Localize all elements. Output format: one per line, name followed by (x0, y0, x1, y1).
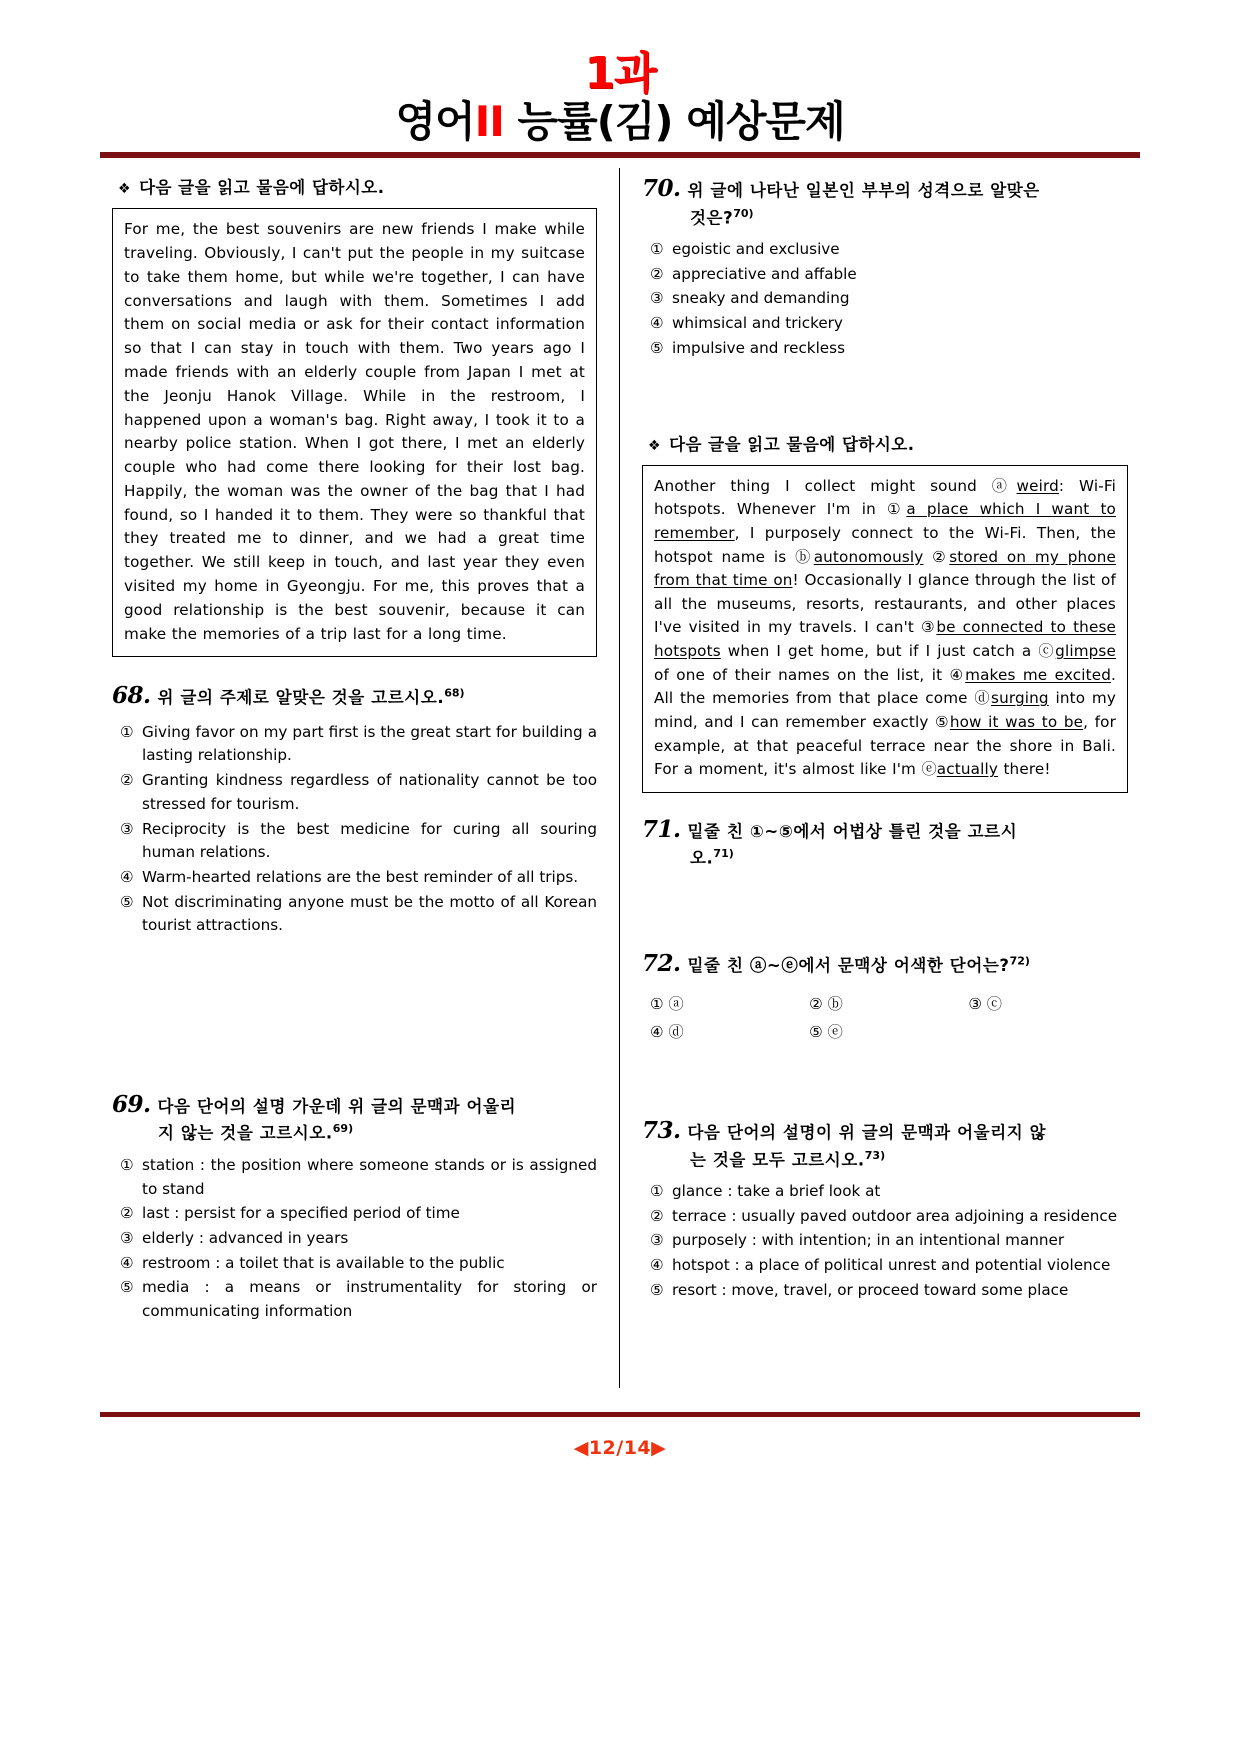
question-69-text-line2: 지 않는 것을 고르시오. (158, 1123, 333, 1143)
underlined-segment: a place which I want to remember (654, 500, 1116, 542)
choice-text: terrace : usually paved outdoor area adjoining a residence (672, 1206, 1118, 1225)
passage-segment (923, 548, 932, 566)
choice-text: egoistic and exclusive (672, 240, 840, 259)
choice-text: last : persist for a specified period of time (142, 1204, 460, 1223)
choice-marker: ③ (650, 289, 664, 308)
left-directive (118, 174, 597, 198)
choice-text: Warm-hearted relations are the best reminder of all trips. (142, 867, 579, 886)
choice-item[interactable]: ④ ⓓ (650, 1023, 684, 1042)
passage-segment: ⓐ (991, 476, 1017, 495)
underlined-segment: makes me excited (965, 665, 1112, 684)
passage-segment: ③ (921, 618, 937, 637)
choice-marker: ③ (120, 1228, 134, 1247)
right-column (620, 168, 1140, 1388)
passage-segment: ① (886, 500, 907, 519)
choice-marker: ⑤ (650, 1280, 664, 1299)
passage-segment: Another thing I collect might sound (654, 476, 992, 495)
question-68-choices (120, 721, 597, 938)
underlined-segment: weird (1016, 476, 1059, 495)
choice-marker: ③ (650, 1231, 664, 1250)
choice-item[interactable] (120, 721, 597, 768)
choice-text: station : the position where someone stands or is assigned to stand (142, 1155, 597, 1198)
diamond-icon: ❖ (118, 181, 132, 198)
passage-segment: into my mind, and I can remember exactly (654, 689, 1116, 731)
question-69-choices (120, 1154, 597, 1324)
underlined-segment: autonomously (813, 547, 924, 566)
question-73-heading (642, 1114, 1128, 1172)
page-title-roman: II (474, 97, 504, 146)
underlined-segment: surging (991, 689, 1049, 708)
question-69 (112, 1088, 597, 1324)
footer-divider (100, 1412, 1140, 1417)
choice-item[interactable] (120, 891, 597, 938)
choice-text: purposely : with intention; in an intentional manner (672, 1231, 1065, 1250)
content-columns (100, 158, 1140, 1388)
choice-text: Not discriminating anyone must be the motto of all Korean tourist attractions. (142, 892, 597, 935)
underlined-segment: how it was to be (949, 712, 1084, 731)
choice-item[interactable] (120, 866, 597, 890)
question-69-text-line1: 다음 단어의 설명 가운데 위 글의 문맥과 어울리 (157, 1097, 517, 1117)
question-69-heading (112, 1088, 597, 1146)
choice-item[interactable] (120, 1276, 597, 1323)
choice-item[interactable] (650, 1205, 1128, 1229)
passage-segment: ⑤ (935, 712, 950, 731)
page-title-pre: 영어 (395, 97, 475, 146)
choice-item[interactable] (120, 1154, 597, 1201)
question-71-text-line2: 오. (690, 848, 714, 868)
question-71-heading (642, 813, 1128, 871)
choice-item[interactable] (120, 818, 597, 865)
choice-item[interactable] (650, 238, 1128, 262)
passage-segment: . All the memories from that place come (654, 665, 1116, 708)
underlined-segment: glimpse (1055, 642, 1116, 661)
choice-marker: ④ (120, 867, 134, 886)
question-72-choices (650, 990, 1128, 1046)
question-70-text-line1: 위 글에 나타난 일본인 부부의 성격으로 알맞은 (687, 181, 1040, 201)
choice-text: glance : take a brief look at (672, 1182, 881, 1201)
choice-marker: ④ (650, 1256, 664, 1275)
choice-text: resort : move, travel, or proceed toward some place (672, 1280, 1069, 1299)
question-69-number: 69. (112, 1091, 151, 1119)
choice-marker: ② (650, 1206, 664, 1225)
underlined-segment: actually (936, 760, 998, 779)
choice-text: Reciprocity is the best medicine for curing all souring human relations. (142, 819, 597, 862)
choice-row (650, 1018, 1128, 1046)
question-68-text: 위 글의 주제로 알맞은 것을 고르시오. (157, 688, 445, 708)
passage-box-1: For me, the best souvenirs are new friends I make while traveling. Obviously, I can't put the people in my suitcase to take them home, but while we're together, I can have conversations and laugh with them. Sometimes I add them on social media or ask for their contact information so that I can stay in touch with them. Two years ago I made friends with an elderly couple from Japan I met at the Jeonju Hanok Village. While in the restroom, I happened upon a woman's bag. Right away, I took it to a nearby police station. When I got there, I met an elderly couple who had come there looking for their lost bag. Happily, the woman was the owner of the bag that I had found, so I handed it to them. They were so thankful that they treated me to dinner, and we had a great time together. We still keep in touch, and last year they even visited my home in Gyeongju. For me, this proves that a good relationship is the best souvenir, because it can make the memories of a trip last for a long time. (112, 208, 597, 657)
choice-item[interactable] (120, 1252, 597, 1276)
passage-segment: : Wi-Fi hotspots. Whenever I'm in (654, 476, 1116, 519)
diamond-icon: ❖ (648, 437, 662, 454)
right-directive-text: 다음 글을 읽고 물음에 답하시오. (669, 434, 915, 454)
choice-item[interactable] (650, 1279, 1128, 1303)
choice-marker: ④ (120, 1253, 134, 1272)
right-directive (648, 431, 1128, 455)
question-70-footnote: 70) (733, 206, 754, 220)
choice-item[interactable] (650, 287, 1128, 311)
passage-segment: there! (997, 760, 1051, 779)
question-73-footnote: 73) (864, 1148, 886, 1162)
passage-segment: ⓓ (974, 689, 992, 708)
choice-item[interactable] (650, 263, 1128, 287)
choice-marker: ① (120, 722, 134, 741)
choice-item[interactable] (650, 1180, 1128, 1204)
choice-item-empty (968, 1018, 1127, 1046)
choice-marker: ⑤ (650, 338, 664, 357)
underlined-segment: be connected to these hotspots (654, 618, 1117, 661)
choice-item[interactable] (650, 337, 1128, 361)
choice-item[interactable]: ⑤ ⓔ (809, 1023, 843, 1042)
passage-segment: when I get home, but if I just catch a (720, 642, 1039, 661)
choice-item[interactable]: ① ⓐ (650, 995, 684, 1014)
passage-segment: , for example, at that peaceful terrace near the shore in Bali. For a moment, it's almost like I'm (654, 712, 1116, 779)
question-72-text: 밑줄 친 ⓐ~ⓔ에서 문맥상 어색한 단어는? (687, 955, 1010, 975)
passage-segment: ! Occasionally I glance through the list of all the museums, resorts, restaurants, and other places I've visited in my travels. I can't (654, 571, 1117, 637)
question-70-heading (642, 172, 1128, 230)
question-72-footnote: 72) (1009, 954, 1030, 968)
passage-segment: , I purposely connect to the Wi-Fi. Then, the hotspot name is (654, 523, 1116, 566)
question-71-footnote: 71) (713, 847, 734, 861)
question-68 (112, 679, 597, 938)
choice-text: Giving favor on my part first is the great start for building a lasting relationship. (142, 722, 597, 765)
choice-text: impulsive and reckless (672, 338, 845, 357)
question-69-footnote: 69) (332, 1122, 354, 1136)
choice-marker: ① (650, 240, 664, 259)
passage-segment: ⓒ (1038, 642, 1056, 661)
choice-item[interactable] (120, 1202, 597, 1226)
choice-text: restroom : a toilet that is available to the public (142, 1253, 505, 1272)
choice-marker: ④ (650, 314, 664, 333)
choice-marker: ② (650, 264, 664, 283)
choice-item[interactable] (120, 769, 597, 816)
choice-item[interactable] (120, 1227, 597, 1251)
page-title-post: 능률(김) 예상문제 (503, 97, 845, 146)
choice-marker: ③ (120, 819, 134, 838)
page-indicator: ◀12/14▶ (573, 1437, 667, 1459)
question-72 (642, 947, 1128, 1047)
underlined-segment: stored on my phone from that time on (654, 547, 1116, 590)
passage-segment: ⓔ (921, 760, 937, 779)
passage-segment: ② (932, 547, 950, 566)
choice-item[interactable]: ② ⓑ (809, 995, 843, 1014)
question-73-number: 73. (642, 1117, 681, 1145)
choice-marker: ② (120, 771, 134, 790)
question-70-number: 70. (642, 175, 681, 203)
passage-box-2 (642, 465, 1128, 793)
question-72-number: 72. (642, 949, 681, 977)
choice-item[interactable] (650, 312, 1128, 336)
choice-item[interactable] (650, 1229, 1128, 1253)
choice-text: whimsical and trickery (672, 314, 843, 333)
choice-text: Granting kindness regardless of nationality cannot be too stressed for tourism. (142, 771, 597, 813)
choice-item[interactable] (650, 1254, 1128, 1278)
left-column (100, 168, 620, 1388)
choice-text: media : a means or instrumentality for storing or communicating information (142, 1278, 597, 1321)
question-70-text-line2: 것은? (690, 208, 734, 228)
question-70-choices (650, 238, 1128, 361)
choice-item[interactable]: ③ ⓒ (968, 995, 1002, 1014)
question-73-text-line2: 는 것을 모두 고르시오. (690, 1150, 865, 1170)
choice-marker: ⑤ (120, 892, 134, 911)
choice-row (650, 990, 1128, 1018)
left-directive-text: 다음 글을 읽고 물음에 답하시오. (139, 178, 385, 198)
choice-marker: ① (650, 1182, 664, 1201)
lesson-title: 1과 (584, 48, 656, 99)
choice-marker: ⑤ (120, 1278, 134, 1297)
choice-text: appreciative and affable (672, 264, 857, 283)
choice-text: hotspot : a place of political unrest and potential violence (672, 1256, 1111, 1275)
question-68-number: 68. (112, 682, 151, 710)
question-70 (642, 172, 1128, 360)
question-73-text-line1: 다음 단어의 설명이 위 글의 문맥과 어울리지 않 (687, 1123, 1047, 1143)
question-68-footnote: 68) (444, 686, 465, 700)
question-71 (642, 813, 1128, 871)
choice-marker: ② (120, 1204, 134, 1223)
question-73 (642, 1114, 1128, 1302)
question-72-heading (642, 947, 1128, 980)
passage-segment: ⓑ (795, 547, 814, 566)
question-68-heading (112, 679, 597, 712)
passage-segment: ④ (949, 665, 966, 684)
question-71-text-line1: 밑줄 친 ①~⑤에서 어법상 틀린 것을 고르시 (687, 821, 1018, 841)
choice-marker: ① (120, 1155, 134, 1174)
passage-segment: of one of their names on the list, it (654, 665, 950, 684)
choice-text: elderly : advanced in years (142, 1228, 349, 1247)
question-73-choices (650, 1180, 1128, 1303)
page-header (0, 0, 1240, 146)
question-71-number: 71. (642, 815, 681, 843)
page-title (0, 98, 1240, 146)
choice-text: sneaky and demanding (672, 289, 850, 308)
